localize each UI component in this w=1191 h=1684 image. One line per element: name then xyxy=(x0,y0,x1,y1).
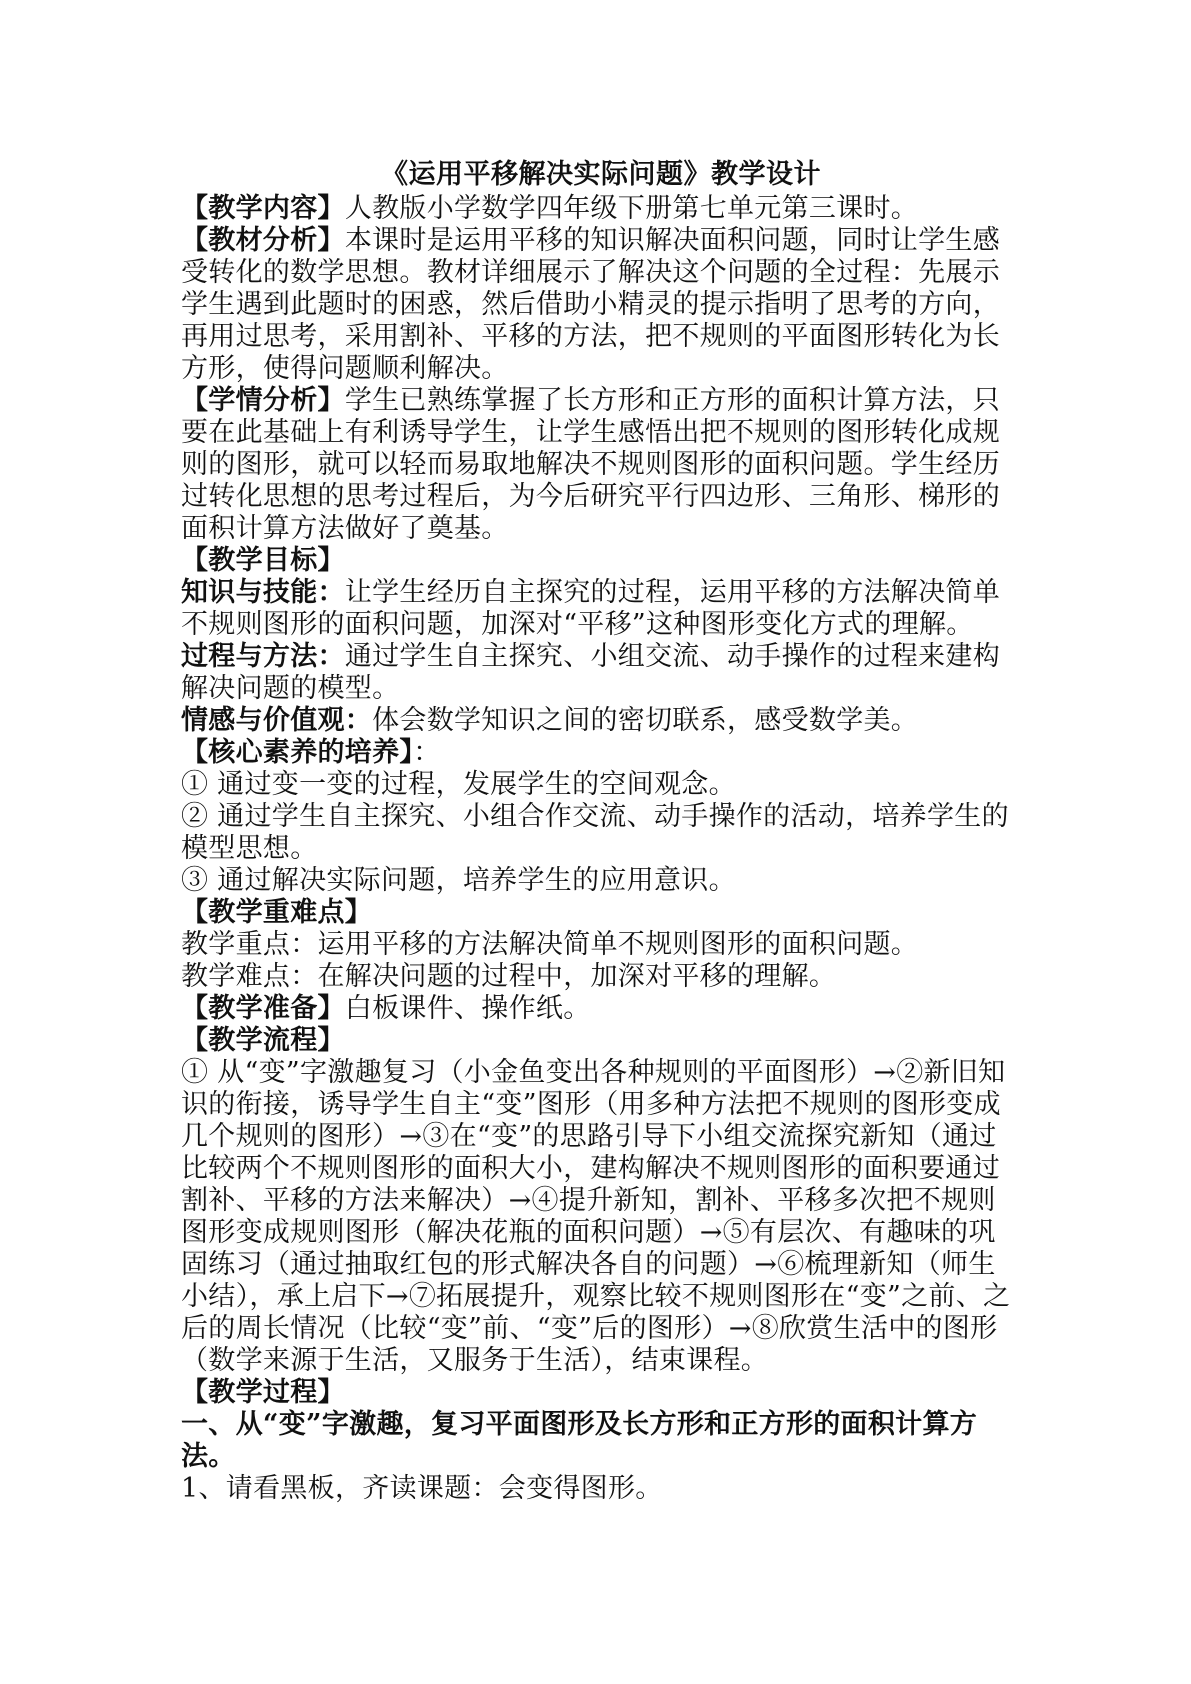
teaching-content-text: 人教版小学数学四年级下册第七单元第三课时。 xyxy=(344,193,919,224)
key-point-text: 教学重点：运用平移的方法解决简单不规则图形的面积问题。 xyxy=(181,929,919,960)
student-analysis-paragraph xyxy=(181,385,1021,545)
core-literacy-item-2: ② 通过学生自主探究、小组合作交流、动手操作的活动，培养学生的模型思想。 xyxy=(181,801,1009,864)
core-literacy-item-3: ③ 通过解决实际问题，培养学生的应用意识。 xyxy=(181,865,736,896)
emotion-values-paragraph xyxy=(181,705,1021,737)
knowledge-skills-label: 知识与技能： xyxy=(181,577,345,608)
core-literacy-item-1: ① 通过变一变的过程，发展学生的空间观念。 xyxy=(181,769,736,800)
process-step-1: 1、请看黑板，齐读课题：会变得图形。 xyxy=(181,1473,663,1504)
core-literacy-heading-suffix: ： xyxy=(413,737,441,768)
teaching-flow-heading: 【教学流程】 xyxy=(181,1025,345,1056)
core-literacy-heading-text: 【核心素养的培养】 xyxy=(181,737,414,768)
key-difficult-heading: 【教学重难点】 xyxy=(181,897,373,928)
emotion-values-label: 情感与价值观： xyxy=(181,705,373,736)
teaching-prep-text: 白板课件、操作纸。 xyxy=(344,993,591,1024)
teaching-process-heading: 【教学过程】 xyxy=(181,1377,345,1408)
teaching-goals-heading: 【教学目标】 xyxy=(181,545,345,576)
knowledge-skills-paragraph xyxy=(181,577,1028,641)
teaching-flow-text: ① 从“变”字激趣复习（小金鱼变出各种规则的平面图形）→②新旧知识的衔接，诱导学生自主“变”图形（用多种方法把不规则的图形变成几个规则的图形）→③在“变”的思路引导下小组交流探究新知（通过比较两个不规则图形的面积大小，建构解决不规则图形的面积要通过割补、平移的方法来解决）→④提升新知，割补、平移多次把不规则图形变成规则图形（解决花瓶的面积问题）→⑤有层次、有趣味的巩固练习（通过抽取红包的形式解决各自的问题）→⑥梳理新知（师生小结），承上启下→⑦拓展提升，观察比较不规则图形在“变”之前、之后的周长情况（比较“变”前、“变”后的图形）→⑧欣赏生活中的图形（数学来源于生活，又服务于生活），结束课程。 xyxy=(181,1057,1011,1376)
difficult-point-text: 教学难点：在解决问题的过程中，加深对平移的理解。 xyxy=(181,961,837,992)
process-methods-text: 通过学生自主探究、小组交流、动手操作的过程来建构解决问题的模型。 xyxy=(181,641,1001,704)
emotion-values-text: 体会数学知识之间的密切联系，感受数学美。 xyxy=(372,705,919,736)
process-methods-label: 过程与方法： xyxy=(181,641,345,672)
teaching-content-paragraph xyxy=(181,193,1021,225)
teaching-prep-paragraph xyxy=(181,993,1021,1025)
process-section-1-heading: 一、从“变”字激趣，复习平面图形及长方形和正方形的面积计算方法。 xyxy=(181,1409,978,1472)
textbook-analysis-text: 本课时是运用平移的知识解决面积问题，同时让学生感受转化的数学思想。教材详细展示了解决这个问题的全过程：先展示学生遇到此题时的困惑，然后借助小精灵的提示指明了思考的方向，再用过思考，采用割补、平移的方法，把不规则的平面图形转化为长方形，使得问题顺利解决。 xyxy=(181,225,1001,384)
textbook-analysis-paragraph xyxy=(181,225,1021,385)
document-title: 《运用平移解决实际问题》教学设计 xyxy=(381,159,821,190)
knowledge-skills-text: 让学生经历自主探究的过程，运用平移的方法解决简单 不规则图形的面积问题，加深对“平移”这种图形变化方式的理解。 xyxy=(181,577,1028,640)
process-methods-paragraph xyxy=(181,641,1021,705)
core-literacy-heading xyxy=(181,737,1021,769)
student-analysis-label: 【学情分析】 xyxy=(181,385,345,416)
student-analysis-text: 学生已熟练掌握了长方形和正方形的面积计算方法，只要在此基础上有利诱导学生，让学生感悟出把不规则的图形转化成规则的图形，就可以轻而易取地解决不规则图形的面积问题。学生经历过转化思想的思考过程后，为今后研究平行四边形、三角形、梯形的面积计算方法做好了奠基。 xyxy=(181,385,1001,544)
teaching-content-label: 【教学内容】 xyxy=(181,193,345,224)
textbook-analysis-label: 【教材分析】 xyxy=(181,225,345,256)
teaching-prep-label: 【教学准备】 xyxy=(181,993,345,1024)
